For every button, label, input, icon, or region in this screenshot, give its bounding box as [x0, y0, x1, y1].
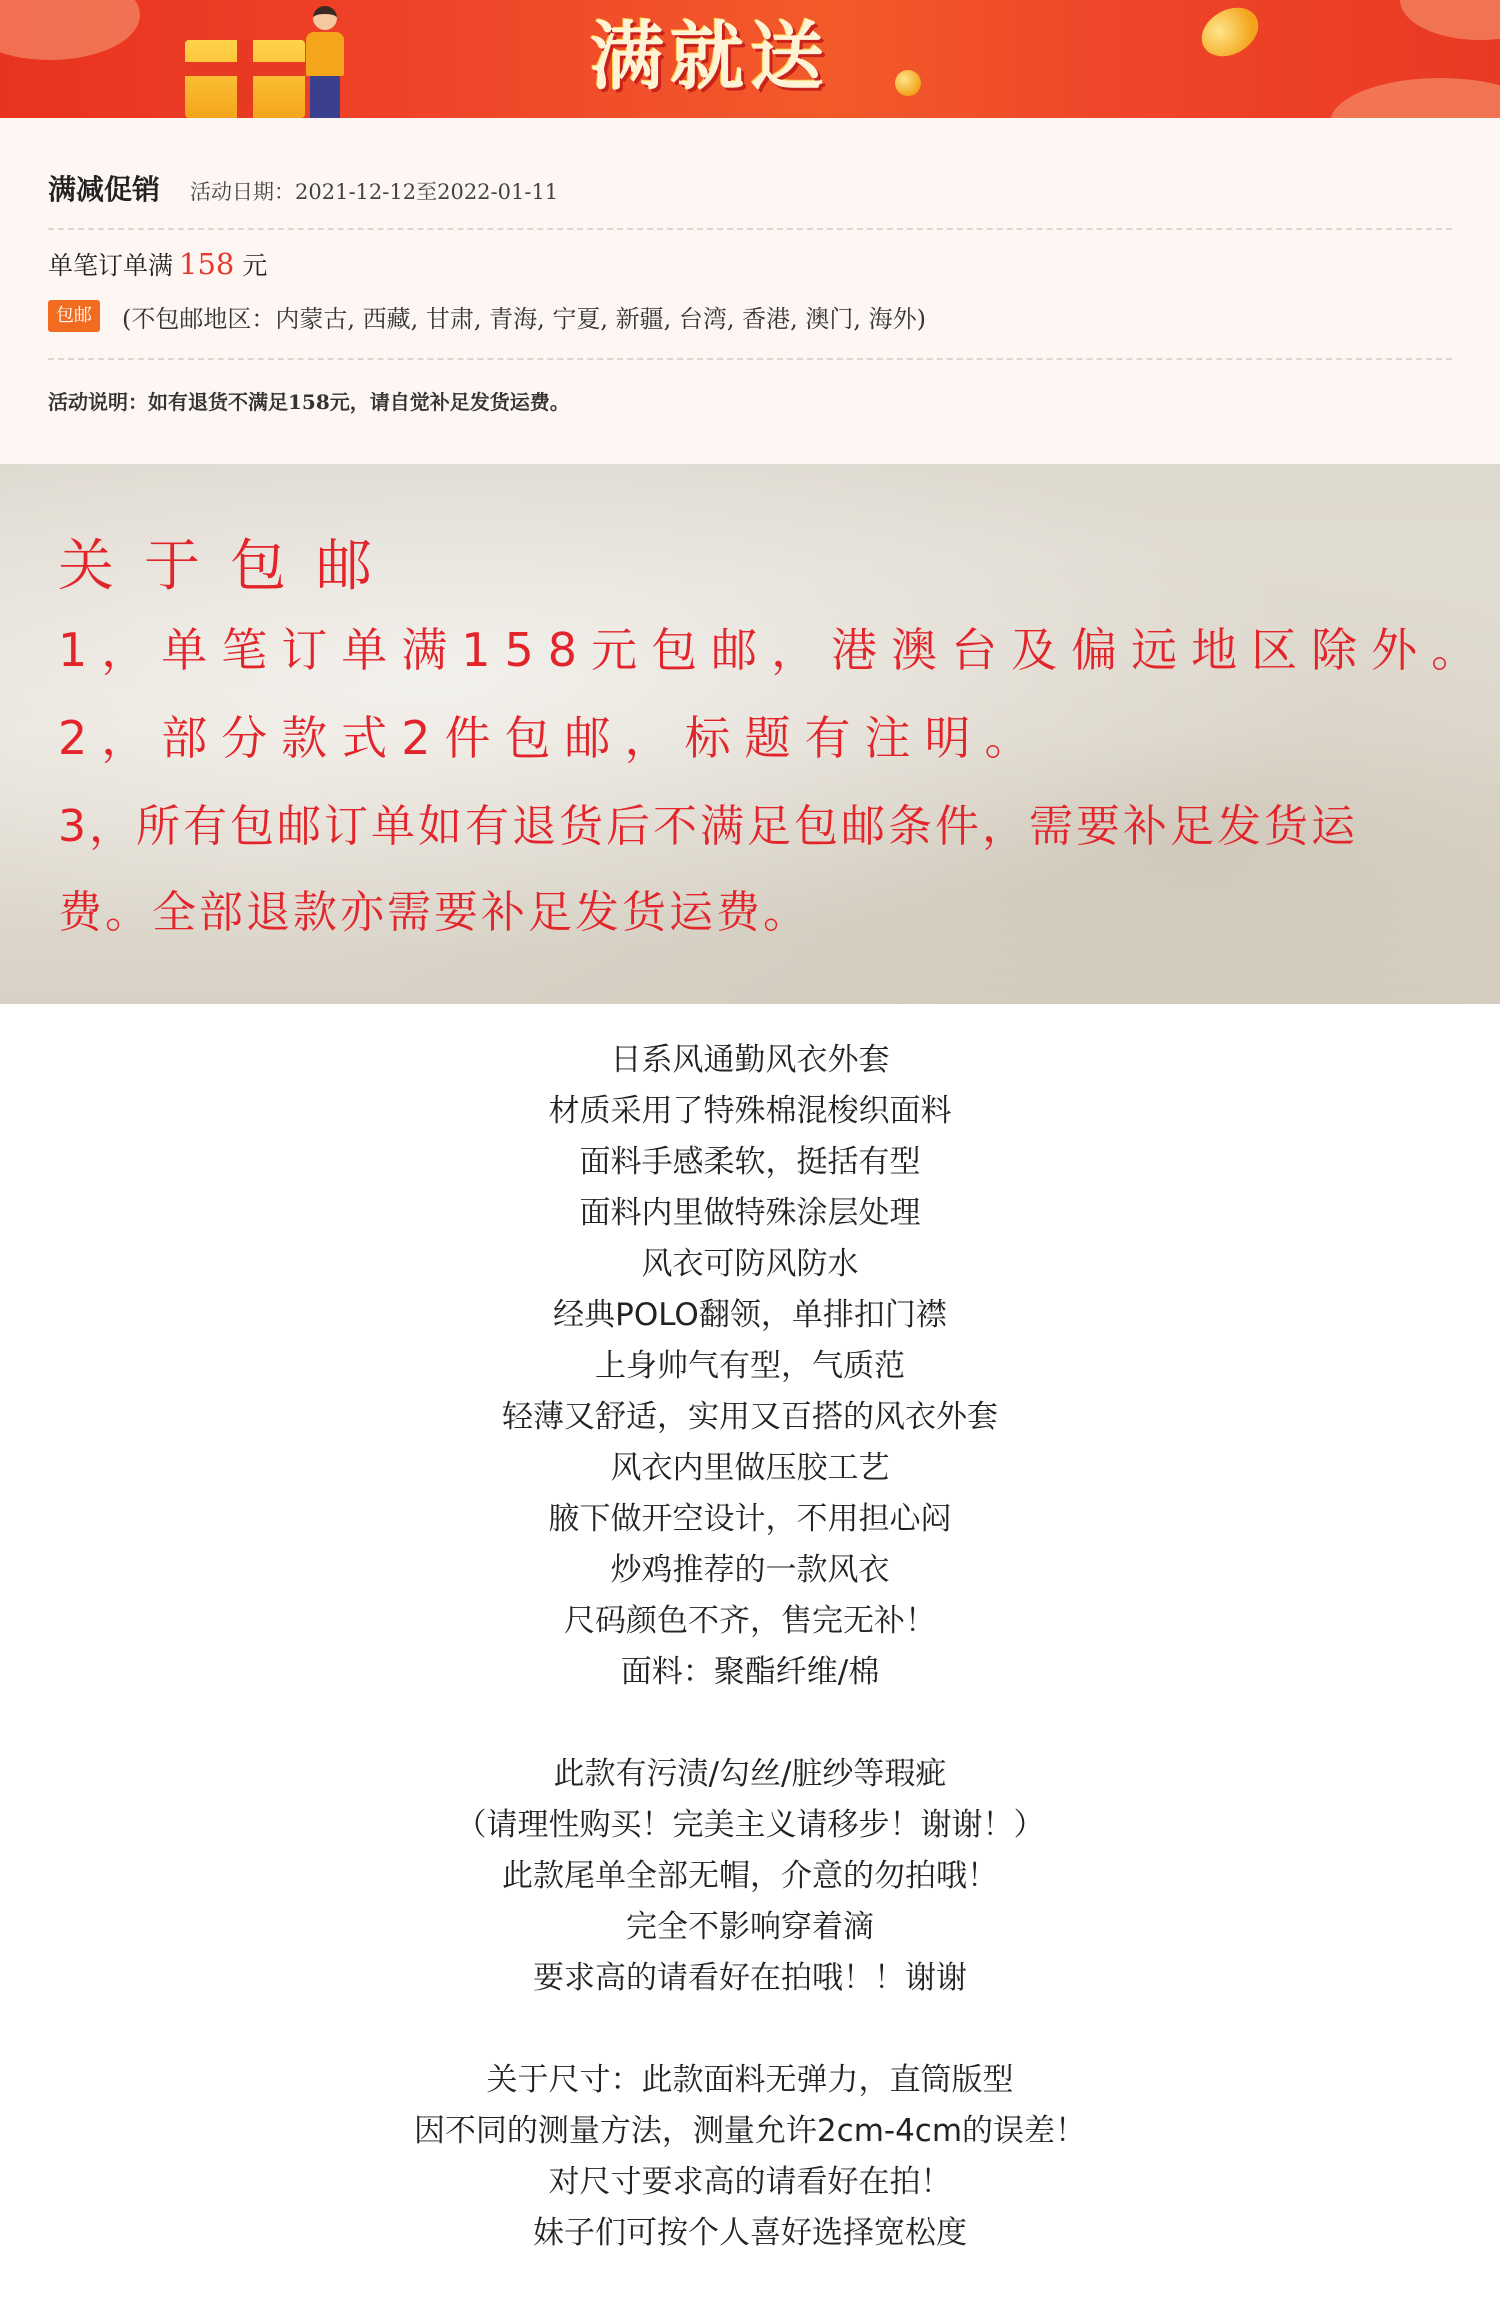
banner-cloud-decoration — [1400, 0, 1500, 40]
promo-title: 满减促销 — [48, 173, 161, 206]
description-line: 日系风通勤风衣外套 — [610, 1042, 890, 1078]
description-line: 上身帅气有型，气质范 — [595, 1348, 905, 1384]
description-line: 对尺寸要求高的请看好在拍！ — [548, 2164, 952, 2200]
promo-date-label: 活动日期： — [190, 180, 296, 204]
description-line: 要求高的请看好在拍哦！！谢谢 — [533, 1960, 967, 1996]
description-line: （请理性购买！完美主义请移步！谢谢！） — [455, 1807, 1045, 1843]
description-line: 完全不影响穿着滴 — [626, 1909, 874, 1945]
person-illustration — [300, 6, 350, 118]
free-shipping-row — [48, 298, 926, 334]
promo-date-range: 2021-12-12至2022-01-11 — [295, 180, 559, 204]
description-line: 此款有污渍/勾丝/脏纱等瑕疵 — [553, 1756, 947, 1792]
shipping-rule-3-continued: 费。全部退款亦需要补足发货运费。 — [58, 887, 810, 938]
description-line: 因不同的测量方法，测量允许2cm-4cm的误差！ — [413, 2113, 1087, 2149]
description-line: 尺码颜色不齐，售完无补！ — [564, 1603, 936, 1639]
promo-rule-prefix: 单笔订单满 — [48, 251, 174, 280]
promo-rule — [48, 246, 267, 286]
free-shipping-badge: 包邮 — [48, 300, 100, 332]
gift-box-icon — [185, 40, 305, 118]
shipping-rule-1: 1，单笔订单满158元包邮，港澳台及偏远地区除外。 — [58, 623, 1492, 677]
description-line: 风衣可防风防水 — [641, 1246, 859, 1282]
shipping-rule-3: 3，所有包邮订单如有退货后不满足包邮条件，需要补足发货运 — [58, 801, 1358, 852]
description-line: 经典POLO翻领，单排扣门襟 — [553, 1297, 947, 1333]
excluded-regions: (不包邮地区：内蒙古, 西藏, 甘肃, 青海, 宁夏, 新疆, 台湾, 香港, 澳门, 海外) — [122, 304, 927, 333]
description-line: 妹子们可按个人喜好选择宽松度 — [533, 2215, 967, 2251]
description-line: 风衣内里做压胶工艺 — [610, 1450, 890, 1486]
banner-title: 满就送 — [590, 14, 830, 100]
promo-header — [48, 168, 558, 208]
promo-rule-unit: 元 — [242, 251, 268, 280]
banner-cloud-decoration — [1330, 78, 1500, 118]
shipping-title: 关于包邮 — [58, 534, 402, 599]
banner-cloud-decoration — [0, 0, 140, 60]
promo-rule-amount: 158 — [179, 247, 235, 281]
promo-banner — [0, 0, 1500, 118]
divider — [48, 228, 1452, 230]
description-line: 炒鸡推荐的一款风衣 — [610, 1552, 890, 1588]
shipping-rule-2: 2，部分款式2件包邮，标题有注明。 — [58, 711, 1045, 765]
description-line: 腋下做开空设计，不用担心闷 — [548, 1501, 952, 1537]
shipping-notice — [0, 464, 1500, 1004]
description-line: 面料：聚酯纤维/棉 — [620, 1654, 880, 1690]
description-line: 轻薄又舒适，实用又百搭的风衣外套 — [502, 1399, 998, 1435]
description-line: 此款尾单全部无帽，介意的勿拍哦！ — [502, 1858, 998, 1894]
description-line: 材质采用了特殊棉混梭织面料 — [548, 1093, 952, 1129]
description-line: 面料内里做特殊涂层处理 — [579, 1195, 921, 1231]
description-line: 关于尺寸：此款面料无弹力，直筒版型 — [486, 2062, 1014, 2098]
promo-note: 活动说明：如有退货不满足158元，请自觉补足发货运费。 — [48, 390, 570, 414]
divider — [48, 358, 1452, 360]
coin-icon — [1193, 0, 1267, 66]
promo-card — [0, 118, 1500, 464]
description-line: 面料手感柔软，挺括有型 — [579, 1144, 921, 1180]
